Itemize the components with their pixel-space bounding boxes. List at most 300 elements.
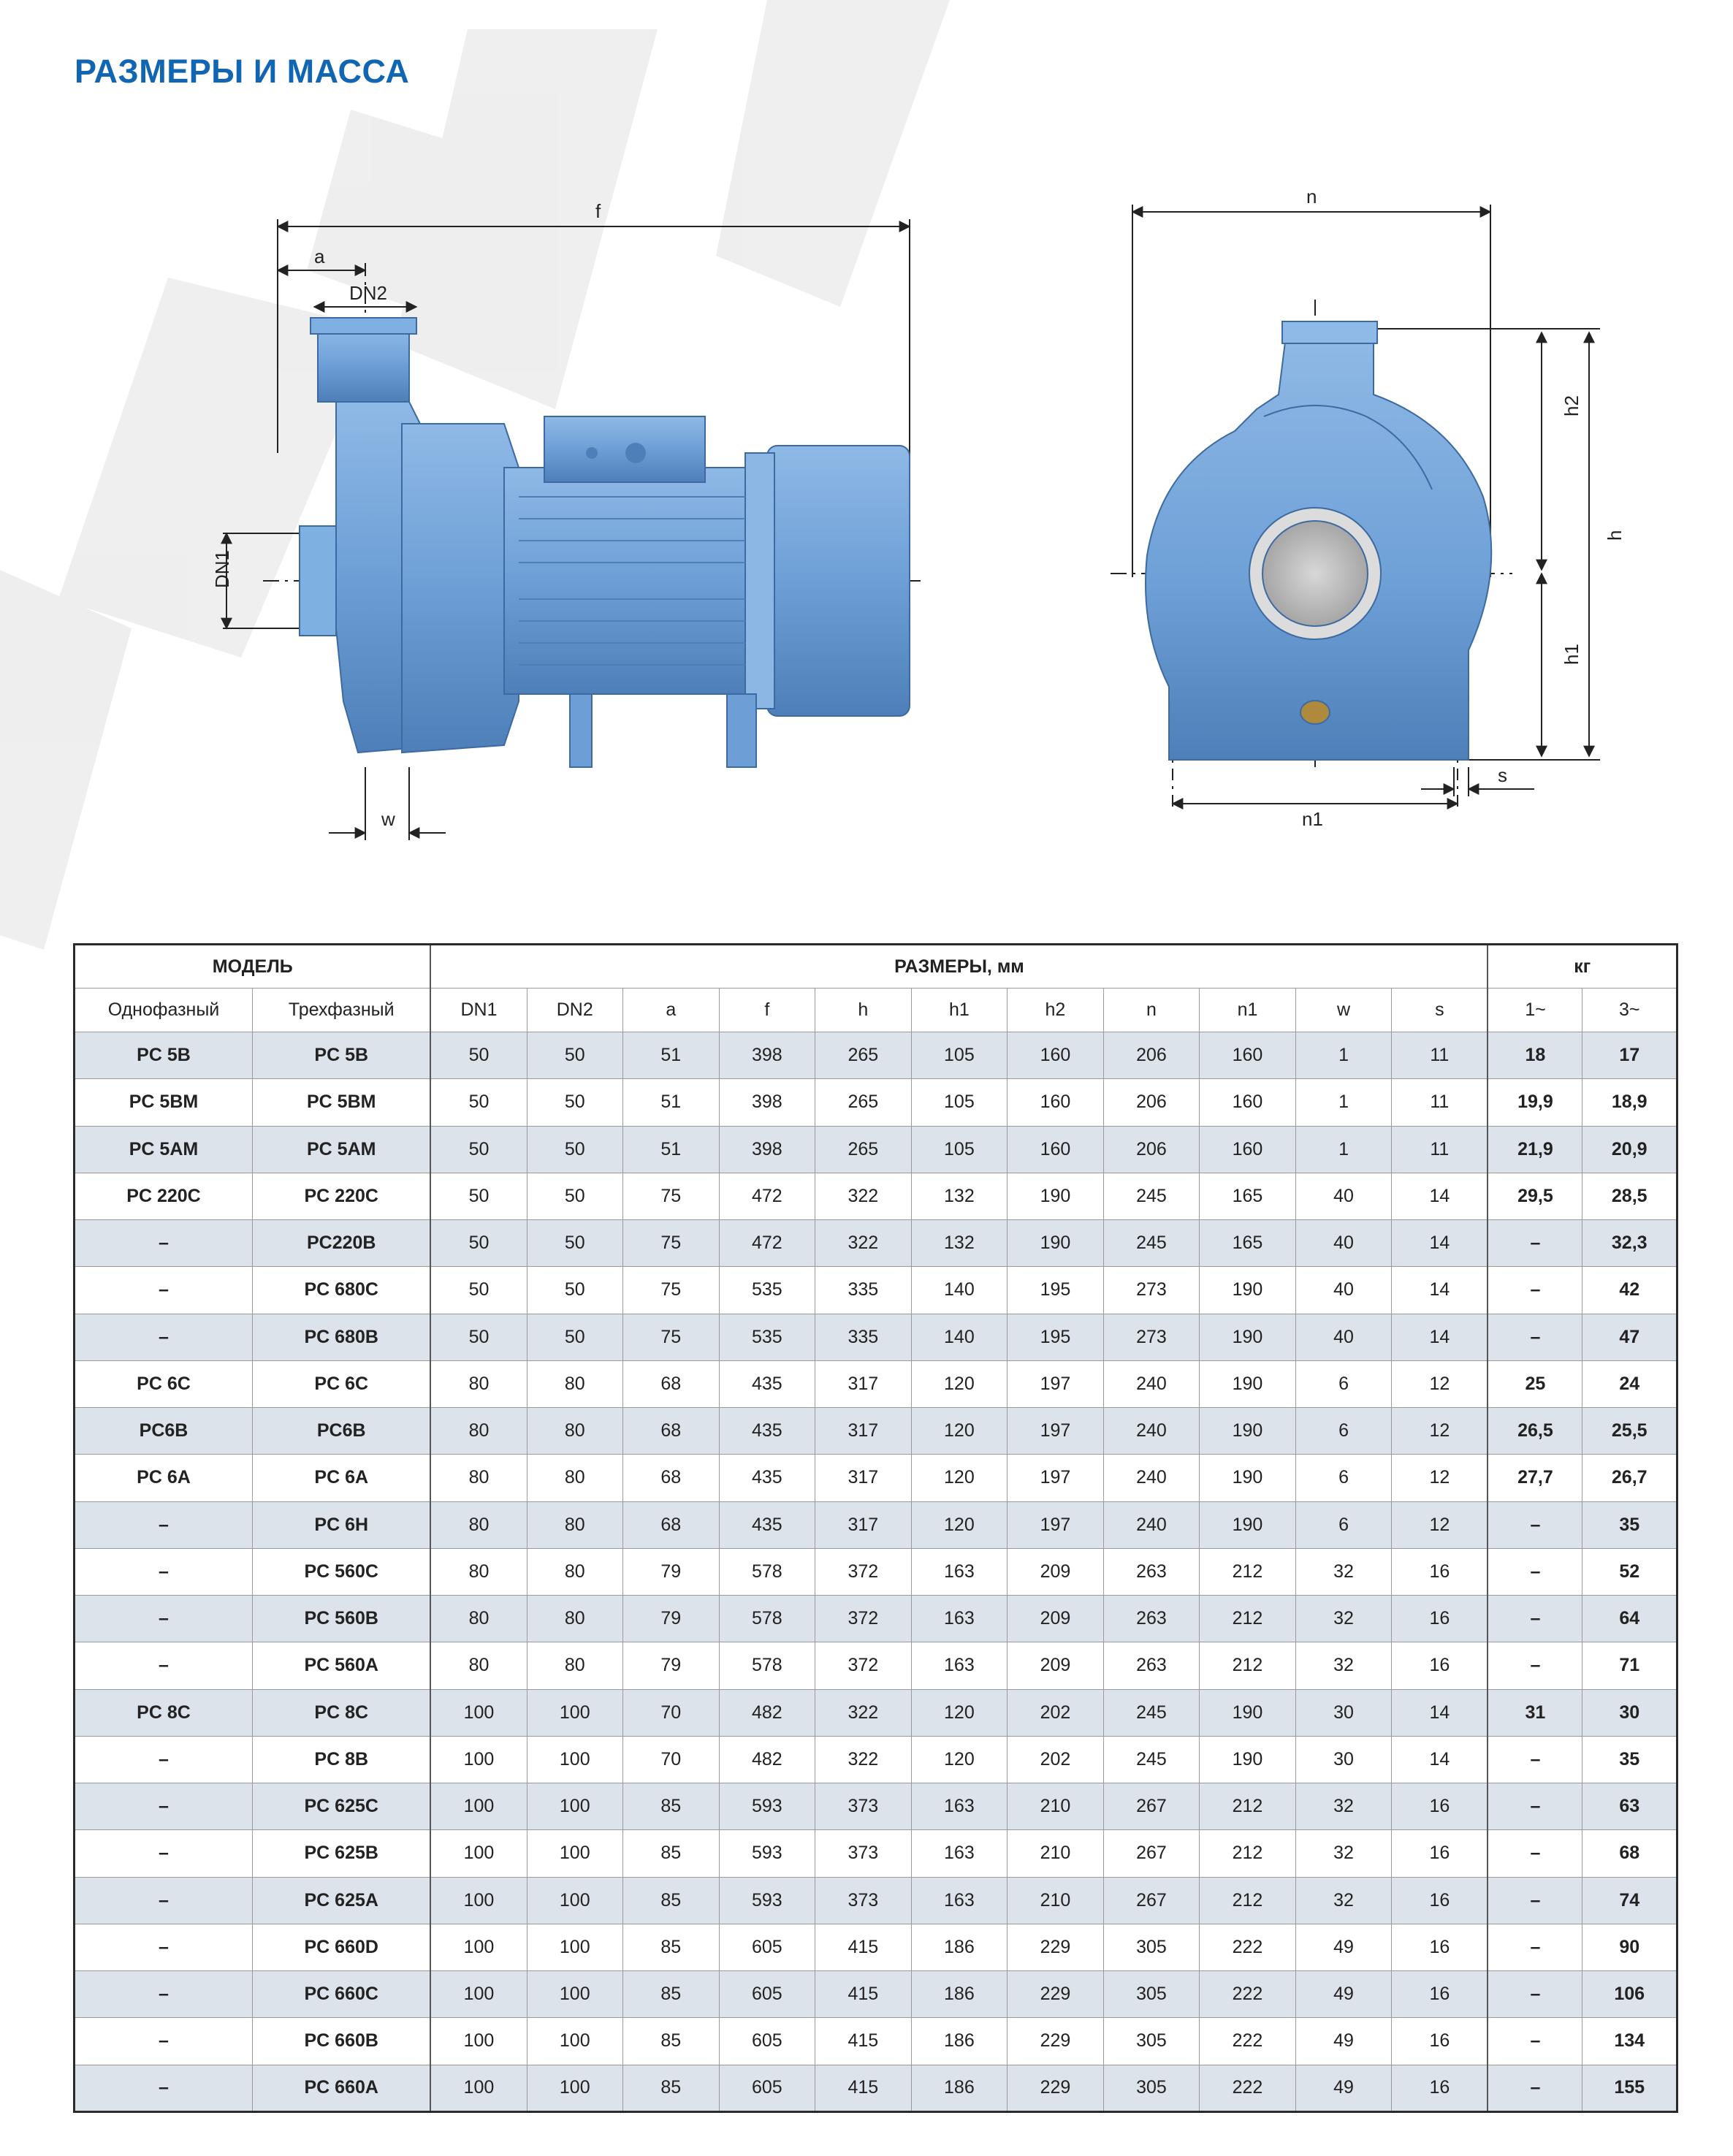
dimension-cell: 32 xyxy=(1295,1642,1392,1689)
dimension-cell: 79 xyxy=(623,1642,720,1689)
dimension-cell: 186 xyxy=(911,2065,1008,2112)
column-header: DN2 xyxy=(527,989,623,1032)
mass-cell: 71 xyxy=(1582,1642,1677,1689)
dimension-cell: 79 xyxy=(623,1596,720,1642)
dimension-cell: 210 xyxy=(1008,1830,1104,1877)
model-cell: – xyxy=(75,1971,253,2018)
dimension-cell: 195 xyxy=(1008,1267,1104,1314)
dimension-cell: 40 xyxy=(1295,1173,1392,1219)
dimension-cell: 415 xyxy=(815,2065,912,2112)
dimension-cell: 100 xyxy=(527,1924,623,1970)
mass-cell: 30 xyxy=(1582,1689,1677,1736)
mass-cell: 20,9 xyxy=(1582,1126,1677,1173)
dimension-cell: 398 xyxy=(719,1079,815,1126)
dimension-cell: 75 xyxy=(623,1267,720,1314)
dimension-cell: 14 xyxy=(1392,1173,1488,1219)
dimension-cell: 75 xyxy=(623,1220,720,1267)
dimension-cell: 32 xyxy=(1295,1830,1392,1877)
table-row xyxy=(75,1877,1677,1924)
model-cell: PC 625A xyxy=(252,1877,430,1924)
dimension-cell: 212 xyxy=(1200,1596,1296,1642)
dimension-cell: 80 xyxy=(527,1548,623,1595)
mass-cell: 28,5 xyxy=(1582,1173,1677,1219)
dimension-cell: 105 xyxy=(911,1079,1008,1126)
dimension-cell: 100 xyxy=(430,1924,527,1970)
dimension-cell: 120 xyxy=(911,1455,1008,1501)
table-row xyxy=(75,1501,1677,1548)
model-group-header: МОДЕЛЬ xyxy=(75,945,431,989)
dimension-cell: 202 xyxy=(1008,1689,1104,1736)
dimension-cell: 32 xyxy=(1295,1596,1392,1642)
dimension-cell: 578 xyxy=(719,1642,815,1689)
dimension-cell: 140 xyxy=(911,1267,1008,1314)
dimension-cell: 80 xyxy=(430,1360,527,1407)
dimension-cell: 212 xyxy=(1200,1830,1296,1877)
dimension-cell: 305 xyxy=(1103,2065,1200,2112)
table-row xyxy=(75,1642,1677,1689)
dimension-cell: 263 xyxy=(1103,1548,1200,1595)
dimension-cell: 206 xyxy=(1103,1079,1200,1126)
dimension-cell: 202 xyxy=(1008,1736,1104,1783)
dim-label-dn1: DN1 xyxy=(211,549,233,588)
column-header: Однофазный xyxy=(75,989,253,1032)
dimension-cell: 398 xyxy=(719,1126,815,1173)
dimension-cell: 222 xyxy=(1200,1971,1296,2018)
dimension-cell: 263 xyxy=(1103,1596,1200,1642)
dimension-cell: 85 xyxy=(623,1830,720,1877)
dimension-cell: 85 xyxy=(623,1877,720,1924)
dimension-cell: 190 xyxy=(1200,1736,1296,1783)
dimension-cell: 100 xyxy=(430,1877,527,1924)
dimension-cell: 12 xyxy=(1392,1455,1488,1501)
dimension-cell: 14 xyxy=(1392,1267,1488,1314)
mass-cell: – xyxy=(1488,1924,1582,1970)
dimension-cell: 1 xyxy=(1295,1032,1392,1079)
table-row xyxy=(75,1126,1677,1173)
dimension-cell: 80 xyxy=(527,1408,623,1455)
dimension-cell: 160 xyxy=(1008,1079,1104,1126)
mass-cell: 74 xyxy=(1582,1877,1677,1924)
dimension-cell: 265 xyxy=(815,1079,912,1126)
mass-cell: 63 xyxy=(1582,1783,1677,1830)
mass-cell: – xyxy=(1488,1596,1582,1642)
table-row xyxy=(75,1267,1677,1314)
dimension-cell: 322 xyxy=(815,1173,912,1219)
dimension-cell: 482 xyxy=(719,1689,815,1736)
mass-cell: 32,3 xyxy=(1582,1220,1677,1267)
dimension-cell: 100 xyxy=(430,2065,527,2112)
mass-cell: 27,7 xyxy=(1488,1455,1582,1501)
dimension-cell: 80 xyxy=(430,1548,527,1595)
dimension-cell: 163 xyxy=(911,1548,1008,1595)
dimension-cell: 212 xyxy=(1200,1642,1296,1689)
dimension-cell: 12 xyxy=(1392,1408,1488,1455)
dimension-cell: 212 xyxy=(1200,1877,1296,1924)
dimension-cell: 50 xyxy=(527,1267,623,1314)
dimension-cell: 240 xyxy=(1103,1455,1200,1501)
dimension-cell: 49 xyxy=(1295,1971,1392,2018)
dimension-cell: 40 xyxy=(1295,1314,1392,1360)
dimension-cell: 120 xyxy=(911,1360,1008,1407)
dimension-cell: 578 xyxy=(719,1548,815,1595)
dimension-cell: 317 xyxy=(815,1360,912,1407)
dimension-cell: 206 xyxy=(1103,1126,1200,1173)
mass-cell: 64 xyxy=(1582,1596,1677,1642)
dimension-cell: 245 xyxy=(1103,1689,1200,1736)
table-row xyxy=(75,1783,1677,1830)
model-cell: – xyxy=(75,1877,253,1924)
dimension-cell: 229 xyxy=(1008,1971,1104,2018)
model-cell: PC 8C xyxy=(252,1689,430,1736)
mass-cell: – xyxy=(1488,1267,1582,1314)
dimension-cell: 265 xyxy=(815,1126,912,1173)
table-row xyxy=(75,1314,1677,1360)
dimension-cell: 160 xyxy=(1200,1079,1296,1126)
dimension-cell: 51 xyxy=(623,1126,720,1173)
dimension-cell: 372 xyxy=(815,1642,912,1689)
dimension-cell: 75 xyxy=(623,1173,720,1219)
dimension-cell: 49 xyxy=(1295,1924,1392,1970)
dimension-cell: 415 xyxy=(815,1971,912,2018)
dimension-cell: 50 xyxy=(527,1032,623,1079)
pump-front-view-drawing xyxy=(183,190,950,847)
model-cell: – xyxy=(75,2065,253,2112)
dimension-cell: 16 xyxy=(1392,1877,1488,1924)
model-cell: PC 8B xyxy=(252,1736,430,1783)
mass-cell: 18 xyxy=(1488,1032,1582,1079)
dimension-cell: 273 xyxy=(1103,1314,1200,1360)
column-header: DN1 xyxy=(430,989,527,1032)
dimension-cell: 120 xyxy=(911,1689,1008,1736)
dimension-cell: 212 xyxy=(1200,1548,1296,1595)
table-row xyxy=(75,1689,1677,1736)
dimension-cell: 50 xyxy=(430,1079,527,1126)
dimension-cell: 190 xyxy=(1200,1501,1296,1548)
table-row xyxy=(75,1173,1677,1219)
dimension-cell: 305 xyxy=(1103,2018,1200,2065)
dimension-cell: 222 xyxy=(1200,2065,1296,2112)
dimension-cell: 163 xyxy=(911,1596,1008,1642)
table-body xyxy=(75,1032,1677,2112)
dimension-cell: 160 xyxy=(1200,1032,1296,1079)
dimension-cell: 229 xyxy=(1008,1924,1104,1970)
dimension-cell: 415 xyxy=(815,1924,912,1970)
dimension-cell: 317 xyxy=(815,1501,912,1548)
dimension-cell: 190 xyxy=(1008,1220,1104,1267)
mass-cell: 52 xyxy=(1582,1548,1677,1595)
dimensions-weight-table xyxy=(73,943,1678,2113)
mass-cell: – xyxy=(1488,1220,1582,1267)
dimension-cell: 165 xyxy=(1200,1220,1296,1267)
dimension-cell: 16 xyxy=(1392,1596,1488,1642)
model-cell: PC 560C xyxy=(252,1548,430,1595)
dimension-cell: 100 xyxy=(430,1783,527,1830)
dimension-cell: 80 xyxy=(527,1455,623,1501)
dimension-cell: 68 xyxy=(623,1455,720,1501)
dimension-cell: 6 xyxy=(1295,1360,1392,1407)
dimension-cell: 80 xyxy=(527,1596,623,1642)
model-cell: PC 5BM xyxy=(75,1079,253,1126)
dimension-cell: 482 xyxy=(719,1736,815,1783)
table-row xyxy=(75,1360,1677,1407)
dimension-cell: 16 xyxy=(1392,1971,1488,2018)
dimension-cell: 68 xyxy=(623,1408,720,1455)
column-header: h2 xyxy=(1008,989,1104,1032)
dimension-cell: 160 xyxy=(1200,1126,1296,1173)
dimension-cell: 222 xyxy=(1200,2018,1296,2065)
dimension-cell: 335 xyxy=(815,1314,912,1360)
dimension-cell: 335 xyxy=(815,1267,912,1314)
table-row xyxy=(75,1079,1677,1126)
dim-label-n1: n1 xyxy=(1302,808,1323,830)
mass-cell: 26,5 xyxy=(1488,1408,1582,1455)
model-cell: PC6B xyxy=(252,1408,430,1455)
dimension-cell: 12 xyxy=(1392,1501,1488,1548)
dimension-cell: 120 xyxy=(911,1501,1008,1548)
dimension-cell: 40 xyxy=(1295,1220,1392,1267)
mass-cell: – xyxy=(1488,1642,1582,1689)
dimension-cell: 80 xyxy=(430,1408,527,1455)
dimension-cell: 605 xyxy=(719,2065,815,2112)
dimension-cell: 100 xyxy=(527,1736,623,1783)
model-cell: PC 625C xyxy=(252,1783,430,1830)
mass-cell: 68 xyxy=(1582,1830,1677,1877)
table-row xyxy=(75,1032,1677,1079)
table-column-header-row xyxy=(75,989,1677,1032)
dimension-cell: 6 xyxy=(1295,1408,1392,1455)
model-cell: PC 560A xyxy=(252,1642,430,1689)
dimension-cell: 197 xyxy=(1008,1501,1104,1548)
dimension-cell: 163 xyxy=(911,1642,1008,1689)
dimension-cell: 16 xyxy=(1392,1924,1488,1970)
dimension-cell: 322 xyxy=(815,1689,912,1736)
dimension-cell: 197 xyxy=(1008,1408,1104,1455)
dimension-cell: 535 xyxy=(719,1267,815,1314)
dimension-cell: 50 xyxy=(430,1220,527,1267)
dimension-cell: 435 xyxy=(719,1360,815,1407)
model-cell: PC220B xyxy=(252,1220,430,1267)
dimension-cell: 267 xyxy=(1103,1877,1200,1924)
table-row xyxy=(75,1408,1677,1455)
dimension-cell: 80 xyxy=(430,1501,527,1548)
dimension-cell: 190 xyxy=(1200,1408,1296,1455)
dimension-cell: 16 xyxy=(1392,1642,1488,1689)
dimension-cell: 85 xyxy=(623,2065,720,2112)
model-cell: PC 560B xyxy=(252,1596,430,1642)
dim-label-w: w xyxy=(381,808,395,830)
dimension-cell: 1 xyxy=(1295,1079,1392,1126)
dimension-cell: 50 xyxy=(430,1267,527,1314)
model-cell: PC 660D xyxy=(252,1924,430,1970)
model-cell: PC 5AM xyxy=(75,1126,253,1173)
dimension-cell: 100 xyxy=(527,1689,623,1736)
dimension-cell: 186 xyxy=(911,1971,1008,2018)
dimension-cell: 32 xyxy=(1295,1548,1392,1595)
dimension-cell: 472 xyxy=(719,1220,815,1267)
table-row xyxy=(75,1830,1677,1877)
dimension-cell: 209 xyxy=(1008,1642,1104,1689)
table-row xyxy=(75,1548,1677,1595)
dimension-cell: 322 xyxy=(815,1736,912,1783)
dimension-cell: 190 xyxy=(1200,1314,1296,1360)
dimension-cell: 435 xyxy=(719,1455,815,1501)
dimension-cell: 273 xyxy=(1103,1267,1200,1314)
column-header: s xyxy=(1392,989,1488,1032)
dimension-cell: 398 xyxy=(719,1032,815,1079)
mass-cell: – xyxy=(1488,1314,1582,1360)
dimension-cell: 210 xyxy=(1008,1783,1104,1830)
dimension-cell: 49 xyxy=(1295,2018,1392,2065)
dimension-cell: 245 xyxy=(1103,1736,1200,1783)
dimension-cell: 80 xyxy=(527,1642,623,1689)
dimension-cell: 100 xyxy=(527,2018,623,2065)
dimension-cell: 40 xyxy=(1295,1267,1392,1314)
dimension-cell: 85 xyxy=(623,1971,720,2018)
mass-cell: – xyxy=(1488,1548,1582,1595)
dimension-cell: 305 xyxy=(1103,1971,1200,2018)
column-header: 3~ xyxy=(1582,989,1677,1032)
dimension-cell: 16 xyxy=(1392,2065,1488,2112)
dimension-cell: 14 xyxy=(1392,1220,1488,1267)
dimension-cell: 11 xyxy=(1392,1079,1488,1126)
dimension-cell: 50 xyxy=(527,1126,623,1173)
model-cell: PC 6H xyxy=(252,1501,430,1548)
mass-cell: 106 xyxy=(1582,1971,1677,2018)
dimension-cell: 51 xyxy=(623,1032,720,1079)
dimension-cell: 229 xyxy=(1008,2018,1104,2065)
dimension-cell: 317 xyxy=(815,1408,912,1455)
dimension-cell: 100 xyxy=(527,2065,623,2112)
dimension-cell: 100 xyxy=(430,1971,527,2018)
table-row xyxy=(75,2065,1677,2112)
dimensions-group-header: РАЗМЕРЫ, мм xyxy=(430,945,1488,989)
dimension-cell: 80 xyxy=(430,1642,527,1689)
dimension-cell: 50 xyxy=(527,1173,623,1219)
page-title: РАЗМЕРЫ И МАССА xyxy=(75,53,410,90)
mass-cell: 134 xyxy=(1582,2018,1677,2065)
dimension-cell: 16 xyxy=(1392,1830,1488,1877)
dimension-cell: 85 xyxy=(623,1783,720,1830)
dimension-cell: 140 xyxy=(911,1314,1008,1360)
mass-cell: 17 xyxy=(1582,1032,1677,1079)
dimension-cell: 593 xyxy=(719,1830,815,1877)
dimension-cell: 305 xyxy=(1103,1924,1200,1970)
model-cell: PC 6A xyxy=(252,1455,430,1501)
dimension-cell: 372 xyxy=(815,1548,912,1595)
table-row xyxy=(75,1971,1677,2018)
dimension-cell: 593 xyxy=(719,1877,815,1924)
table-group-header-row xyxy=(75,945,1677,989)
dimension-cell: 190 xyxy=(1200,1267,1296,1314)
dimension-cell: 100 xyxy=(430,2018,527,2065)
dimension-cell: 80 xyxy=(430,1596,527,1642)
dimension-cell: 210 xyxy=(1008,1877,1104,1924)
dimension-cell: 68 xyxy=(623,1501,720,1548)
dimension-cell: 160 xyxy=(1008,1032,1104,1079)
mass-cell: 21,9 xyxy=(1488,1126,1582,1173)
dimension-cell: 240 xyxy=(1103,1501,1200,1548)
dimension-cell: 472 xyxy=(719,1173,815,1219)
dimension-cell: 49 xyxy=(1295,2065,1392,2112)
dim-label-n: n xyxy=(1306,186,1317,207)
mass-cell: – xyxy=(1488,2018,1582,2065)
table-row xyxy=(75,2018,1677,2065)
model-cell: PC 5B xyxy=(75,1032,253,1079)
model-cell: – xyxy=(75,1596,253,1642)
model-cell: PC 220C xyxy=(252,1173,430,1219)
table-row xyxy=(75,1596,1677,1642)
mass-cell: 90 xyxy=(1582,1924,1677,1970)
pump-side-view-drawing xyxy=(1074,175,1629,833)
dimension-cell: 240 xyxy=(1103,1408,1200,1455)
dimension-cell: 415 xyxy=(815,2018,912,2065)
dimension-cell: 197 xyxy=(1008,1455,1104,1501)
dimension-cell: 32 xyxy=(1295,1783,1392,1830)
model-cell: PC 660B xyxy=(252,2018,430,2065)
dimension-cell: 435 xyxy=(719,1501,815,1548)
table-row xyxy=(75,1736,1677,1783)
dimension-cell: 30 xyxy=(1295,1736,1392,1783)
model-cell: – xyxy=(75,1501,253,1548)
dimension-cell: 163 xyxy=(911,1783,1008,1830)
column-header: n xyxy=(1103,989,1200,1032)
dimension-cell: 50 xyxy=(430,1314,527,1360)
dimension-cell: 51 xyxy=(623,1079,720,1126)
dimension-cell: 50 xyxy=(527,1220,623,1267)
dimension-cell: 373 xyxy=(815,1830,912,1877)
dimension-cell: 105 xyxy=(911,1032,1008,1079)
model-cell: – xyxy=(75,1220,253,1267)
dim-label-f: f xyxy=(595,200,601,222)
mass-cell: – xyxy=(1488,1830,1582,1877)
dimension-cell: 80 xyxy=(430,1455,527,1501)
dimension-cell: 209 xyxy=(1008,1548,1104,1595)
dimension-cell: 578 xyxy=(719,1596,815,1642)
dimension-cell: 50 xyxy=(527,1079,623,1126)
mass-cell: 18,9 xyxy=(1582,1079,1677,1126)
model-cell: – xyxy=(75,1314,253,1360)
dimension-cell: 190 xyxy=(1200,1455,1296,1501)
dimension-cell: 6 xyxy=(1295,1501,1392,1548)
dimension-cell: 245 xyxy=(1103,1173,1200,1219)
model-cell: PC 680B xyxy=(252,1314,430,1360)
dimension-cell: 605 xyxy=(719,2018,815,2065)
dimension-cell: 132 xyxy=(911,1173,1008,1219)
model-cell: PC 220C xyxy=(75,1173,253,1219)
dim-label-s: s xyxy=(1498,764,1507,786)
dimension-cell: 267 xyxy=(1103,1830,1200,1877)
column-header: 1~ xyxy=(1488,989,1582,1032)
dimension-cell: 163 xyxy=(911,1830,1008,1877)
dimension-cell: 50 xyxy=(430,1126,527,1173)
dimension-cell: 435 xyxy=(719,1408,815,1455)
model-cell: – xyxy=(75,1267,253,1314)
dimension-cell: 100 xyxy=(430,1830,527,1877)
dimension-cell: 50 xyxy=(527,1314,623,1360)
dim-label-dn2: DN2 xyxy=(349,282,388,304)
dimension-cell: 16 xyxy=(1392,2018,1488,2065)
dimension-cell: 265 xyxy=(815,1032,912,1079)
dim-label-h1: h1 xyxy=(1561,644,1582,665)
model-cell: PC 5B xyxy=(252,1032,430,1079)
model-cell: PC 6C xyxy=(75,1360,253,1407)
column-header: n1 xyxy=(1200,989,1296,1032)
model-cell: PC 660C xyxy=(252,1971,430,2018)
dimension-cell: 206 xyxy=(1103,1032,1200,1079)
dimension-cell: 80 xyxy=(527,1360,623,1407)
model-cell: PC 5AM xyxy=(252,1126,430,1173)
dimension-cell: 190 xyxy=(1200,1689,1296,1736)
